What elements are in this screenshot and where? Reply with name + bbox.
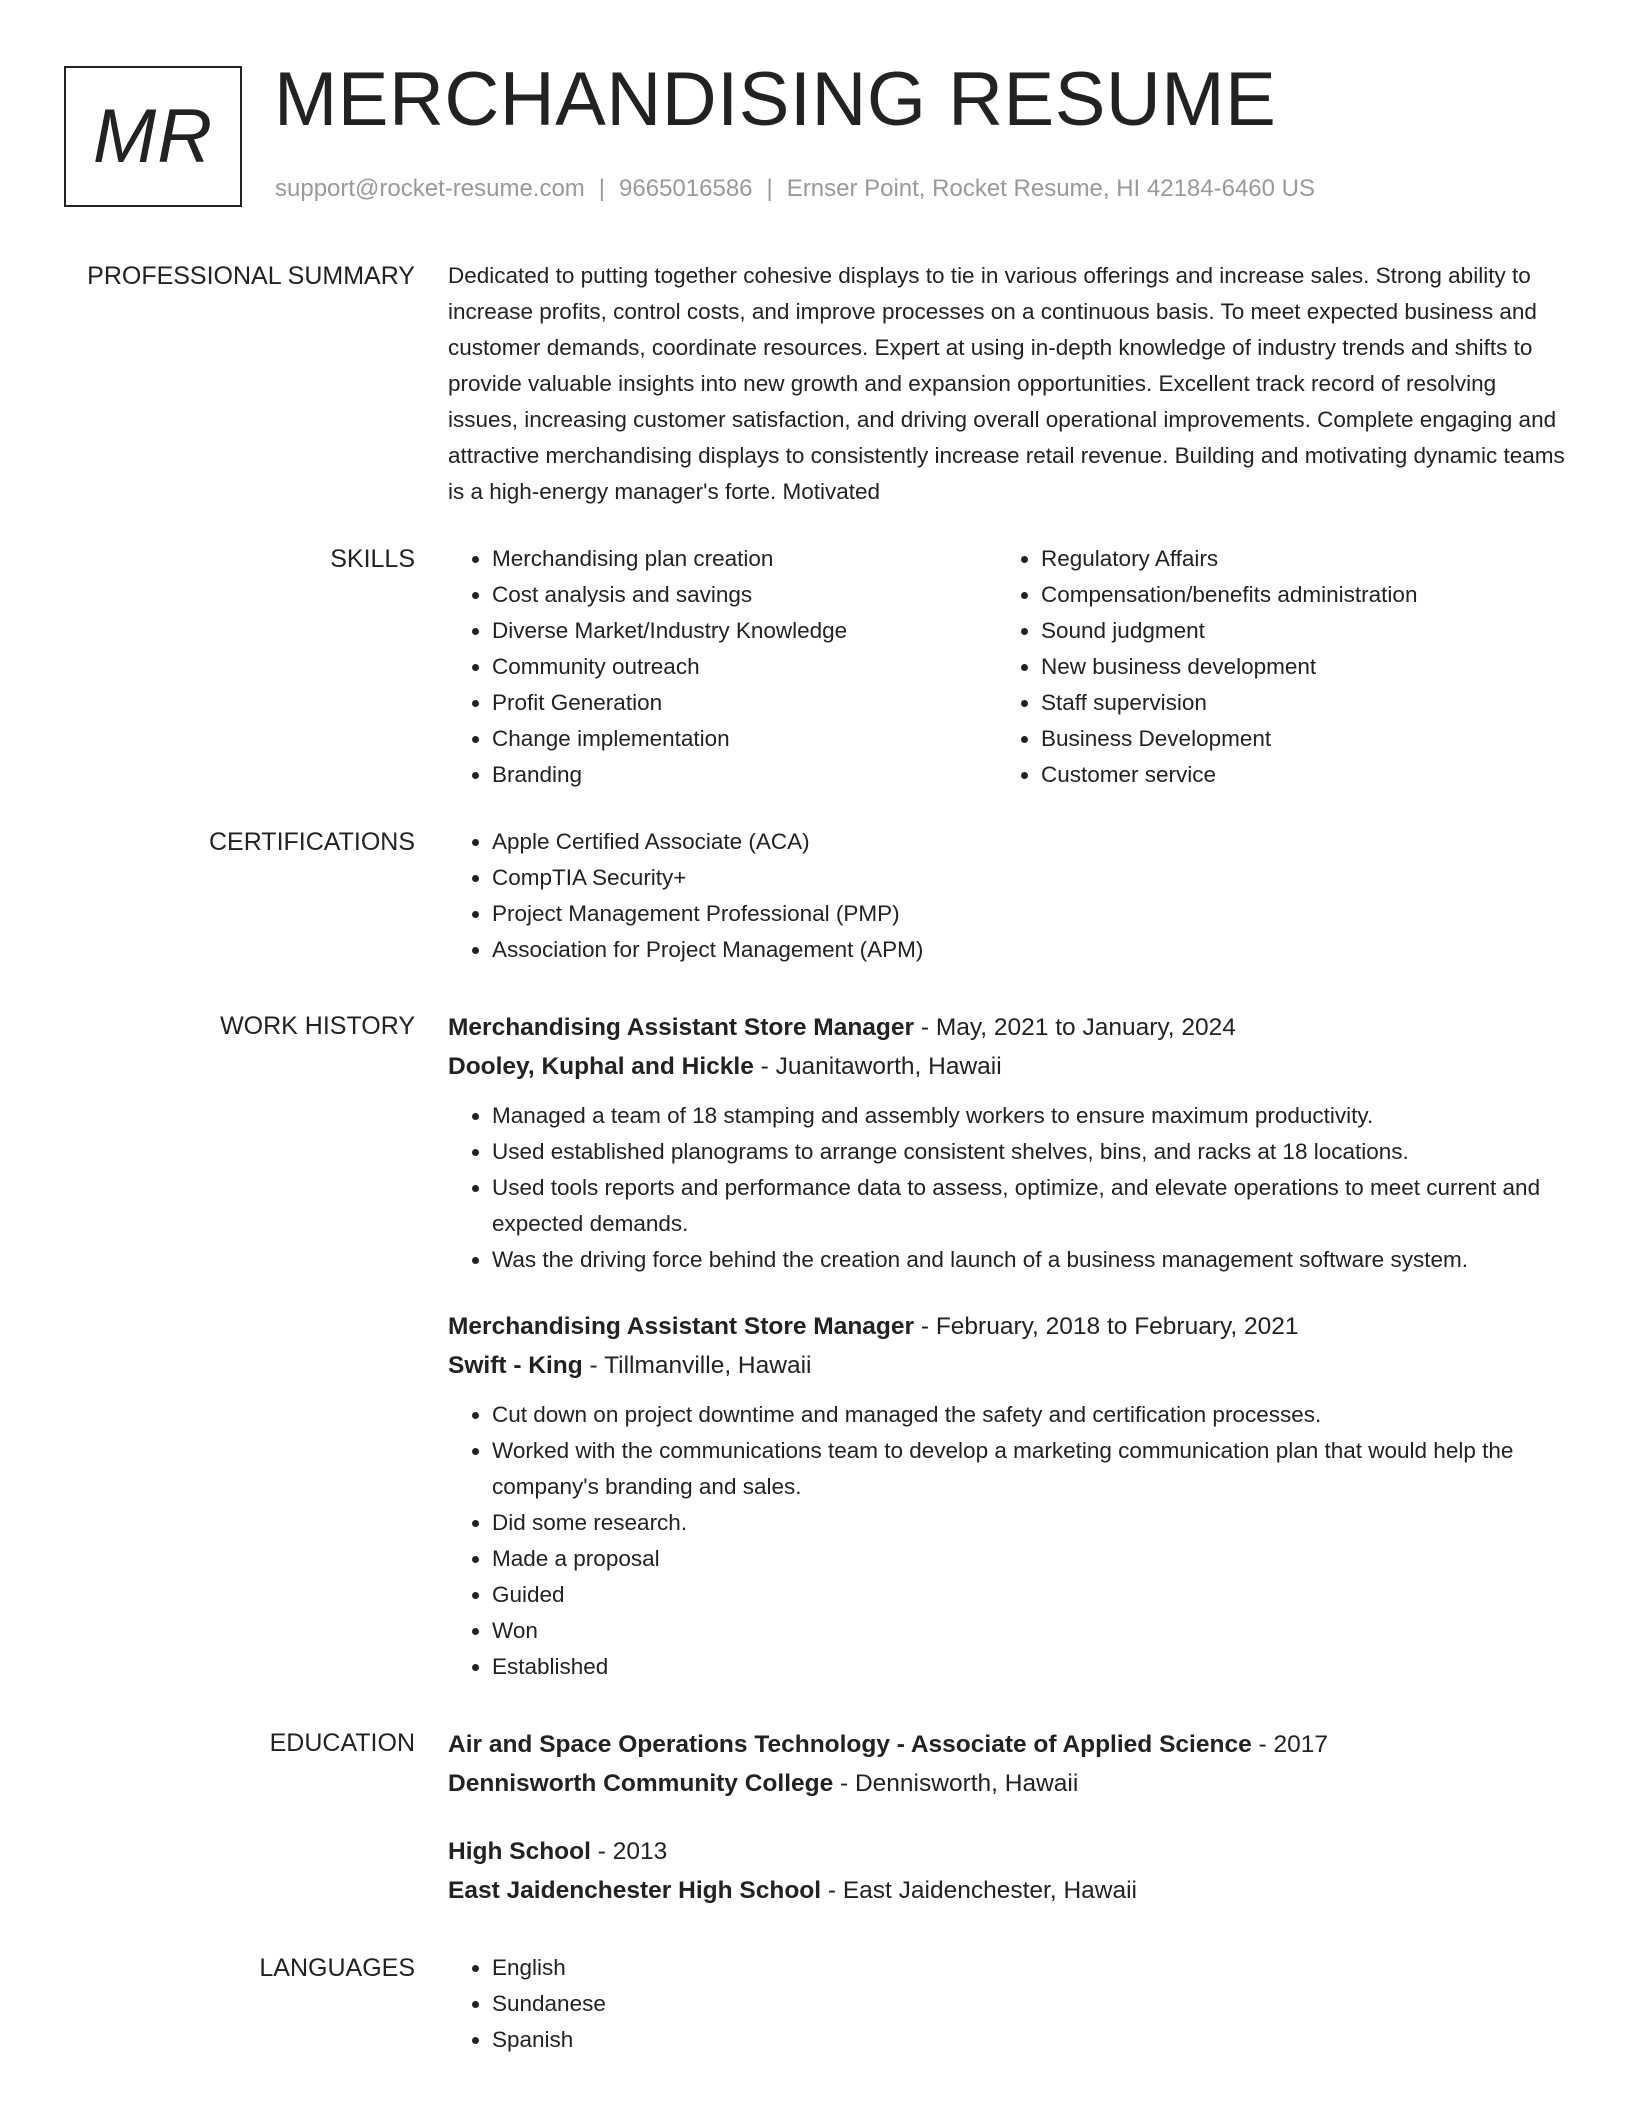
education-section (0, 1725, 1632, 1910)
job-company: Swift - King (448, 1352, 583, 1379)
skill-item: • Staff supervision (1041, 685, 1561, 721)
monogram-logo: MR (64, 66, 242, 207)
languages-body (448, 1950, 1568, 2058)
education-school-line (448, 1764, 1568, 1803)
skills-body (448, 541, 1568, 793)
job-duty: • Cut down on project downtime and managed the safety and certification processes. (492, 1397, 1568, 1433)
certification-item: • Apple Certified Associate (ACA) (492, 824, 1568, 860)
job-duty: • Was the driving force behind the creation and launch of a business management software system. (492, 1242, 1568, 1278)
job-title-line (448, 1307, 1568, 1346)
page-title: MERCHANDISING RESUME (274, 57, 1277, 142)
skills-section (0, 541, 1632, 793)
education-school-line (448, 1871, 1568, 1910)
job-dates: - February, 2018 to February, 2021 (914, 1313, 1299, 1340)
education-degree-line (448, 1725, 1568, 1764)
skill-item: • Diverse Market/Industry Knowledge (492, 613, 997, 649)
education-location: - East Jaidenchester, Hawaii (821, 1877, 1137, 1904)
certifications-list (448, 824, 1568, 968)
job-entry (448, 1307, 1568, 1685)
education-heading: EDUCATION (269, 1729, 415, 1757)
job-duty: • Guided (492, 1577, 1568, 1613)
education-degree: Air and Space Operations Technology - Associate of Applied Science (448, 1731, 1252, 1758)
job-company-line (448, 1047, 1568, 1086)
job-duty: • Established (492, 1649, 1568, 1685)
contact-email: support@rocket-resume.com (275, 175, 585, 202)
job-title: Merchandising Assistant Store Manager (448, 1014, 915, 1041)
summary-body (448, 258, 1568, 510)
job-duty: • Did some research. (492, 1505, 1568, 1541)
job-duties (448, 1397, 1568, 1685)
skill-item: • Customer service (1041, 757, 1561, 793)
contact-separator: | (598, 175, 606, 202)
education-entry (448, 1725, 1568, 1803)
education-degree-line (448, 1832, 1568, 1871)
certifications-heading: CERTIFICATIONS (208, 828, 415, 856)
certifications-section (0, 824, 1632, 968)
language-item: • English (492, 1950, 1568, 1986)
job-duty: • Managed a team of 18 stamping and assembly workers to ensure maximum productivity. (492, 1098, 1568, 1134)
skill-item: • Regulatory Affairs (1041, 541, 1561, 577)
job-duty: • Won (492, 1613, 1568, 1649)
contact-phone: 9665016586 (619, 175, 753, 202)
skill-item: • Branding (492, 757, 997, 793)
education-degree: High School (448, 1838, 591, 1865)
education-entry (448, 1832, 1568, 1910)
education-school: Dennisworth Community College (448, 1770, 834, 1797)
job-duty: • Used established planograms to arrange consistent shelves, bins, and racks at 18 locations. (492, 1134, 1568, 1170)
job-title-line (448, 1008, 1568, 1047)
job-title: Merchandising Assistant Store Manager (448, 1313, 915, 1340)
summary-text: Dedicated to putting together cohesive displays to tie in various offerings and increase sales. Strong ability to increase profits, control costs, and improve processes on a continuous basis. To meet expected business and customer demands, coordinate resources. Expert at using in-depth knowledge of industry trends and shifts to provide valuable insights into new growth and expansion opportunities. Excellent track record of resolving issues, increasing customer satisfaction, and driving overall operational improvements. Complete engaging and attractive merchandising displays to consistently increase retail revenue. Building and motivating dynamic teams is a high-energy manager's forte. Motivated (448, 263, 1565, 504)
languages-list (448, 1950, 1568, 2058)
summary-section (0, 258, 1632, 510)
languages-heading: LANGUAGES (259, 1954, 415, 1982)
language-item: • Sundanese (492, 1986, 1568, 2022)
job-duty: • Worked with the communications team to develop a marketing communication plan that would help the company's branding and sales. (492, 1433, 1568, 1505)
resume-sections (0, 258, 1632, 2058)
skill-item: • Profit Generation (492, 685, 997, 721)
education-year: - 2013 (590, 1838, 668, 1865)
language-item: • Spanish (492, 2022, 1568, 2058)
skills-heading: SKILLS (330, 545, 415, 573)
job-location: - Juanitaworth, Hawaii (753, 1053, 1002, 1080)
job-company-line (448, 1346, 1568, 1385)
education-location: - Dennisworth, Hawaii (833, 1770, 1079, 1797)
work-history-section (0, 1008, 1632, 1685)
contact-address: Ernser Point, Rocket Resume, HI 42184-6460 US (786, 175, 1316, 202)
job-duties (448, 1098, 1568, 1278)
skills-column-1 (448, 541, 997, 793)
languages-section (0, 1950, 1632, 2058)
job-location: - Tillmanville, Hawaii (582, 1352, 812, 1379)
job-dates: - May, 2021 to January, 2024 (914, 1014, 1236, 1041)
job-duty: • Used tools reports and performance data to assess, optimize, and elevate operations to meet current and expected demands. (492, 1170, 1568, 1242)
skill-item: • Sound judgment (1041, 613, 1561, 649)
skill-item: • Cost analysis and savings (492, 577, 997, 613)
education-school: East Jaidenchester High School (448, 1877, 822, 1904)
summary-heading: PROFESSIONAL SUMMARY (87, 262, 415, 290)
certification-item: • CompTIA Security+ (492, 860, 1568, 896)
skills-grid (448, 541, 1568, 793)
work-history-body (448, 1008, 1568, 1685)
certification-item: • Association for Project Management (APM) (492, 932, 1568, 968)
job-company: Dooley, Kuphal and Hickle (448, 1053, 754, 1080)
job-entry (448, 1008, 1568, 1278)
skill-item: • Community outreach (492, 649, 997, 685)
certification-item: • Project Management Professional (PMP) (492, 896, 1568, 932)
job-duty: • Made a proposal (492, 1541, 1568, 1577)
skill-item: • Compensation/benefits administration (1041, 577, 1561, 613)
certifications-body (448, 824, 1568, 968)
contact-separator: | (766, 175, 773, 202)
skill-item: • Business Development (1041, 721, 1561, 757)
work-history-heading: WORK HISTORY (220, 1012, 415, 1040)
education-year: - 2017 (1251, 1731, 1328, 1758)
skill-item: • Merchandising plan creation (492, 541, 997, 577)
skills-column-2 (997, 541, 1561, 793)
skill-item: • New business development (1041, 649, 1561, 685)
skill-item: • Change implementation (492, 721, 997, 757)
education-body (448, 1725, 1568, 1910)
contact-line (275, 175, 1315, 203)
